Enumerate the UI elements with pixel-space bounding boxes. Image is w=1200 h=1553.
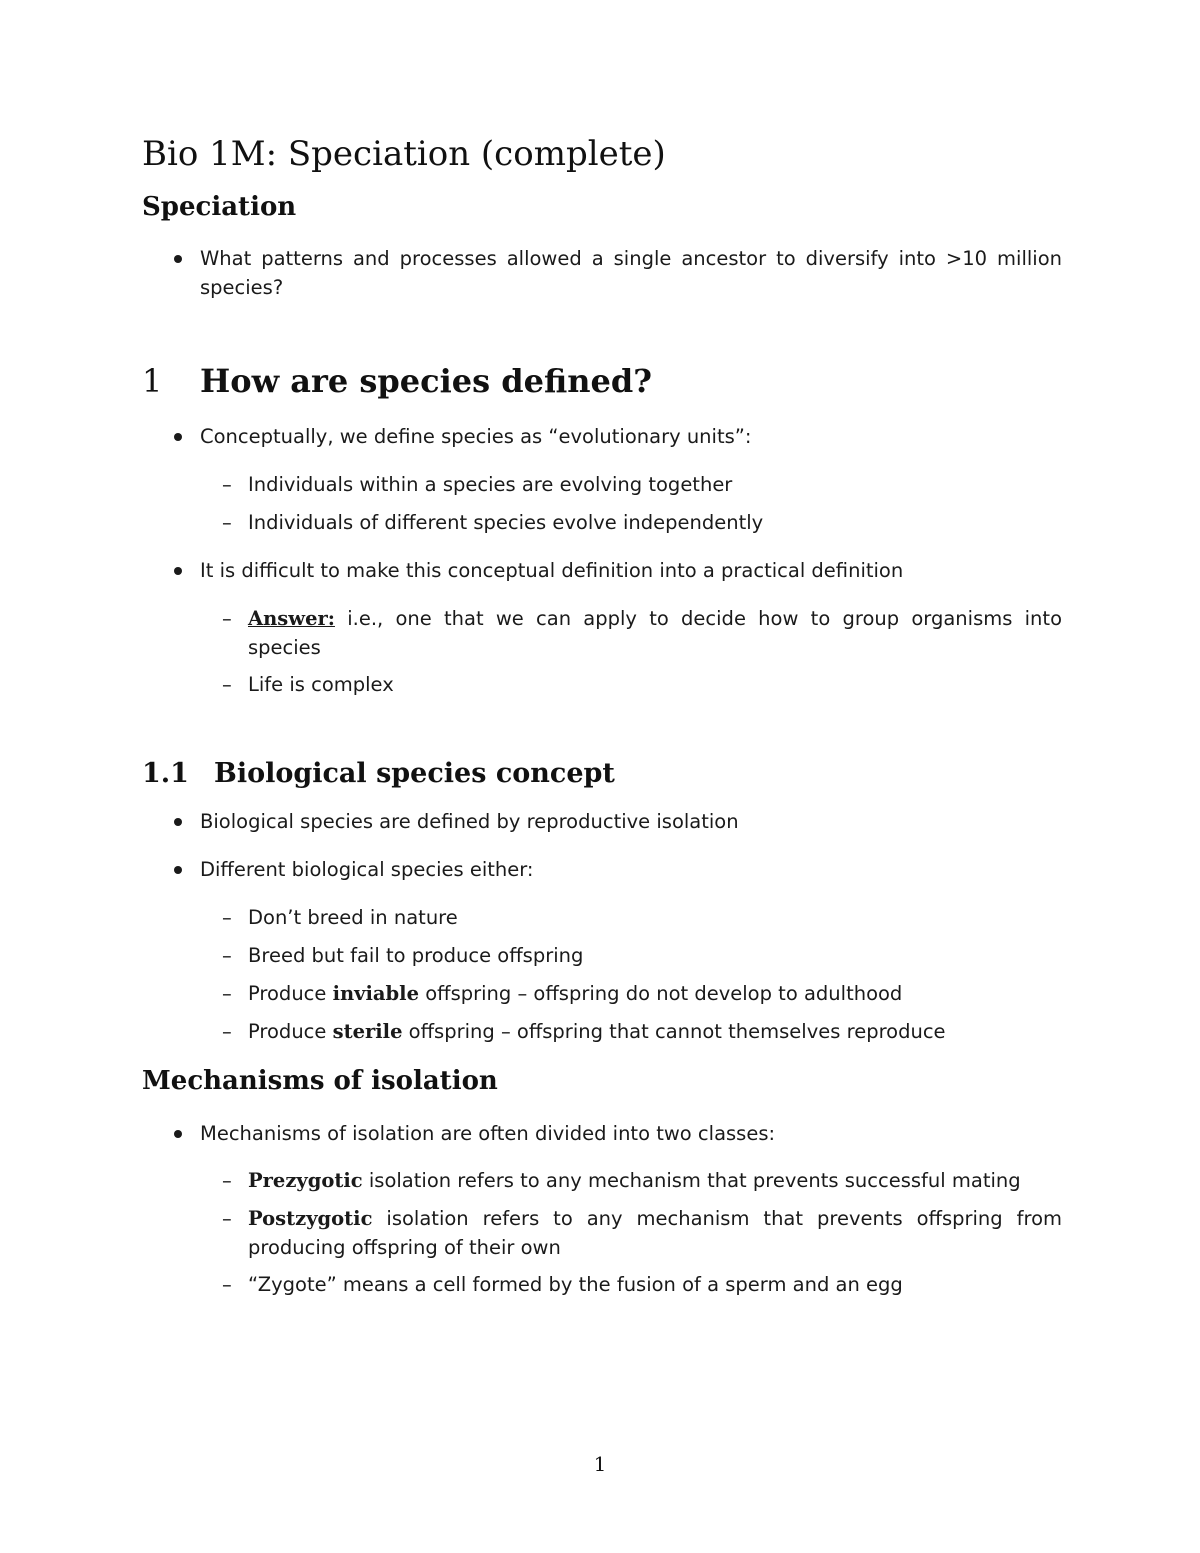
page-number: 1 xyxy=(593,1452,607,1476)
dash-marker: – xyxy=(222,673,232,696)
prezygotic-term: Prezygotic xyxy=(248,1169,363,1192)
speciation-bullet: What patterns and processes allowed a single ancestor to diversify into >10 million species? xyxy=(200,247,1062,299)
dash-marker: – xyxy=(222,944,232,967)
sterile-term: sterile xyxy=(332,1020,403,1043)
section-1-heading xyxy=(142,362,652,400)
sub-item-different: Individuals of different species evolve independently xyxy=(248,511,764,534)
speciation-heading: Speciation xyxy=(142,192,297,222)
postzygotic-term: Postzygotic xyxy=(248,1207,373,1230)
bullet-marker xyxy=(174,818,182,826)
sterile-suffix: offspring – offspring that cannot themselves reproduce xyxy=(402,1020,946,1043)
prezygotic-item xyxy=(248,1166,1062,1195)
dash-marker: – xyxy=(222,607,232,630)
inviable-prefix: Produce xyxy=(248,982,333,1005)
difficult-bullet: It is difficult to make this conceptual definition into a practical definition xyxy=(200,559,904,582)
inviable-term: inviable xyxy=(332,982,420,1005)
dash-marker: – xyxy=(222,1169,232,1192)
document-title: Bio 1M: Speciation (complete) xyxy=(142,134,666,174)
bullet-marker xyxy=(174,866,182,874)
mechanisms-bullet: Mechanisms of isolation are often divided into two classes: xyxy=(200,1122,776,1145)
postzygotic-text: isolation refers to any mechanism that prevents offspring from producing offspring of their own xyxy=(248,1207,1062,1259)
sterile-item xyxy=(248,1017,1062,1046)
answer-item xyxy=(248,604,1062,662)
fail-offspring-item: Breed but fail to produce offspring xyxy=(248,944,584,967)
answer-text: i.e., one that we can apply to decide how to group organisms into species xyxy=(248,607,1062,659)
dash-marker: – xyxy=(222,982,232,1005)
dash-marker: – xyxy=(222,1020,232,1043)
section-number: 1 xyxy=(142,362,163,400)
conceptual-bullet: Conceptually, we define species as “evolutionary units”: xyxy=(200,425,752,448)
bullet-marker xyxy=(174,255,182,263)
mechanisms-heading: Mechanisms of isolation xyxy=(142,1066,498,1096)
postzygotic-item xyxy=(248,1204,1062,1262)
zygote-item: “Zygote” means a cell formed by the fusion of a sperm and an egg xyxy=(248,1273,903,1296)
dash-marker: – xyxy=(222,511,232,534)
dash-marker: – xyxy=(222,473,232,496)
reproductive-isolation-bullet: Biological species are defined by reproductive isolation xyxy=(200,810,739,833)
different-species-bullet: Different biological species either: xyxy=(200,858,534,881)
dont-breed-item: Don’t breed in nature xyxy=(248,906,458,929)
bullet-marker xyxy=(174,1130,182,1138)
subsection-number: 1.1 xyxy=(142,758,189,789)
subsection-title: Biological species concept xyxy=(214,758,615,789)
dash-marker: – xyxy=(222,906,232,929)
bullet-marker xyxy=(174,433,182,441)
answer-label: Answer: xyxy=(248,607,335,630)
dash-marker: – xyxy=(222,1207,232,1230)
inviable-suffix: offspring – offspring do not develop to adulthood xyxy=(419,982,903,1005)
section-title: How are species defined? xyxy=(200,362,653,400)
dash-marker: – xyxy=(222,1273,232,1296)
sterile-prefix: Produce xyxy=(248,1020,333,1043)
sub-item-within: Individuals within a species are evolving together xyxy=(248,473,733,496)
inviable-item xyxy=(248,979,1062,1008)
prezygotic-text: isolation refers to any mechanism that prevents successful mating xyxy=(362,1169,1021,1192)
bullet-marker xyxy=(174,567,182,575)
section-1-1-heading xyxy=(142,758,615,789)
life-complex-item: Life is complex xyxy=(248,673,394,696)
